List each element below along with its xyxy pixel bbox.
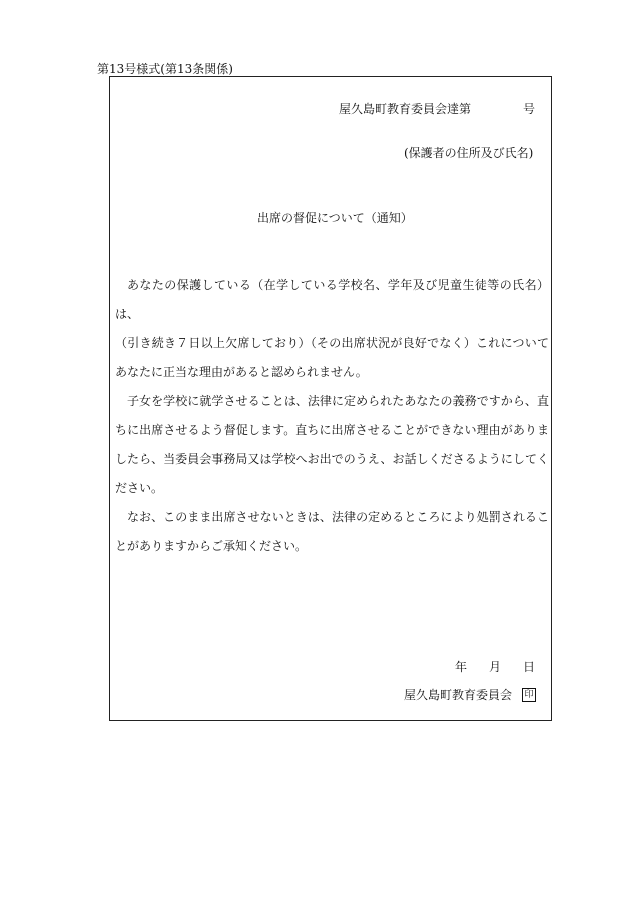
date-year: 年 <box>455 660 468 674</box>
date-day: 日 <box>522 660 535 674</box>
body-paragraph-2: 子女を学校に就学させることは、法律に定められたあなたの義務ですから、直ちに出席させるよう督促します。直ちに出席させることができない理由がありましたら、当委員会事務局又は学校へお出でのうえ、お話しくださるようにしてください。 <box>115 394 549 495</box>
body-paragraph-3: なお、このまま出席させないときは、法律の定めるところにより処罰されることがありますからご承知ください。 <box>115 510 549 553</box>
document-title: 出席の督促について（通知） <box>257 211 413 225</box>
issuer-name: 屋久島町教育委員会 <box>404 688 513 702</box>
seal-mark: 印 <box>522 688 536 702</box>
body-paragraph-1b: （引き続き７日以上欠席しており）（その出席状況が良好でなく）これについてあなたに正当な理由があると認められません。 <box>115 336 549 379</box>
date-month: 月 <box>488 660 501 674</box>
body-paragraph-1a: あなたの保護している（在学している学校名、学年及び児童生徒等の氏名）は、 <box>115 278 549 321</box>
document-body <box>115 271 549 561</box>
recipient-placeholder: (保護者の住所及び氏名) <box>404 146 534 160</box>
form-label: 第13号様式(第13条関係) <box>97 62 233 76</box>
signature-block <box>404 687 536 703</box>
document-number <box>339 101 535 117</box>
date-line <box>455 659 535 675</box>
document-number-prefix: 屋久島町教育委員会達第 <box>339 102 472 116</box>
document-number-suffix: 号 <box>522 102 535 116</box>
